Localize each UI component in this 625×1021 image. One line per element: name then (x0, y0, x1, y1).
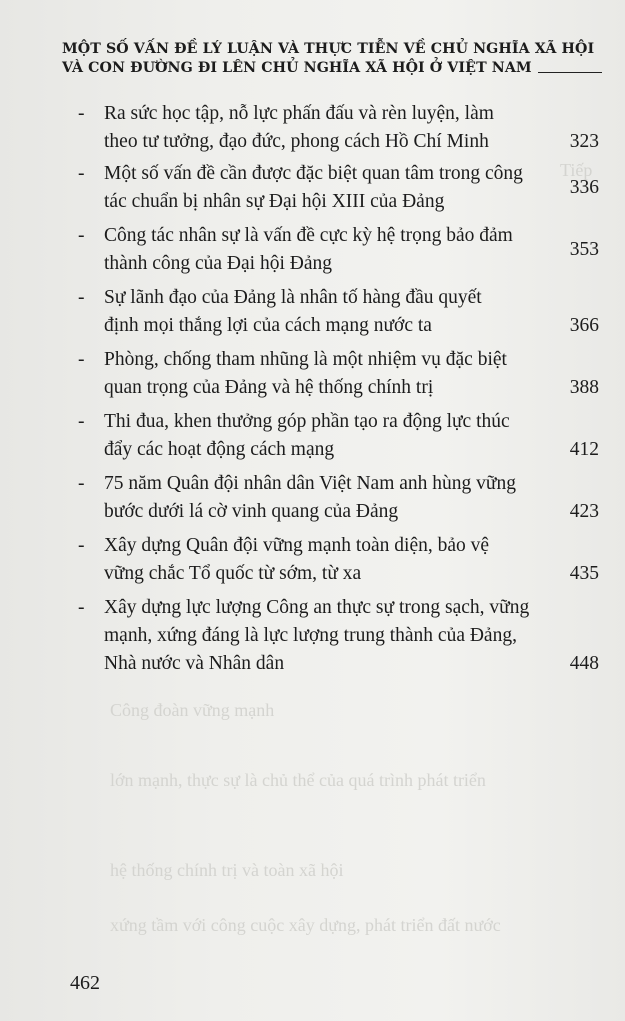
entry-line: đẩy các hoạt động cách mạng (104, 439, 335, 460)
entry-line: Phòng, chống tham nhũng là một nhiệm vụ đặc biệt (104, 349, 507, 370)
entry-dash: - (78, 225, 85, 246)
entry-line: Ra sức học tập, nỗ lực phấn đấu và rèn luyện, làm (104, 103, 494, 124)
show-through-text: xứng tầm với công cuộc xây dựng, phát triển đất nước (110, 915, 501, 935)
entry-title (104, 160, 543, 216)
toc-entry (78, 100, 603, 156)
entry-line: vững chắc Tổ quốc từ sớm, từ xa (104, 563, 362, 584)
entry-line: theo tư tưởng, đạo đức, phong cách Hồ Chí Minh (104, 131, 489, 152)
entry-title (104, 222, 543, 278)
entry-line: Một số vấn đề cần được đặc biệt quan tâm trong công (104, 163, 523, 184)
toc-entry (78, 470, 603, 526)
table-of-contents (78, 100, 603, 684)
entry-line: 75 năm Quân đội nhân dân Việt Nam anh hùng vững (104, 473, 516, 494)
entry-dash: - (78, 473, 85, 494)
entry-dash: - (78, 597, 85, 618)
entry-page-number: 353 (569, 239, 599, 260)
show-through-text: hệ thống chính trị và toàn xã hội (110, 860, 344, 880)
entry-line: thành công của Đại hội Đảng (104, 253, 332, 274)
entry-title (104, 532, 543, 588)
show-through-text: Công đoàn vững mạnh (110, 700, 275, 720)
running-header-line-1: MỘT SỐ VẤN ĐỀ LÝ LUẬN VÀ THỰC TIỄN VỀ CHỦ NGHĨA XÃ HỘI (62, 41, 595, 57)
running-header (62, 40, 602, 78)
show-through-text: Tiếp (560, 160, 593, 180)
entry-page-number: 448 (569, 653, 599, 674)
entry-line: Xây dựng lực lượng Công an thực sự trong sạch, vững (104, 597, 530, 618)
entry-dash: - (78, 287, 85, 308)
toc-entry (78, 160, 603, 216)
entry-line: bước dưới lá cờ vinh quang của Đảng (104, 501, 399, 522)
running-header-line-2: VÀ CON ĐƯỜNG ĐI LÊN CHỦ NGHĨA XÃ HỘI Ở VIỆT NAM (62, 60, 532, 76)
entry-page-number: 412 (569, 439, 599, 460)
entry-title (104, 470, 543, 526)
entry-dash: - (78, 163, 85, 184)
entry-dash: - (78, 411, 85, 432)
entry-page-number: 323 (569, 131, 599, 152)
entry-line: Nhà nước và Nhân dân (104, 653, 285, 674)
entry-title (104, 408, 543, 464)
entry-page-number: 366 (569, 315, 599, 336)
entry-line: mạnh, xứng đáng là lực lượng trung thành của Đảng, (104, 625, 517, 646)
entry-page-number: 336 (569, 177, 599, 198)
entry-line: Xây dựng Quân đội vững mạnh toàn diện, bảo vệ (104, 535, 490, 556)
entry-line: tác chuẩn bị nhân sự Đại hội XIII của Đảng (104, 191, 445, 212)
entry-line: Công tác nhân sự là vấn đề cực kỳ hệ trọng bảo đảm (104, 225, 513, 246)
header-rule (538, 72, 602, 73)
entry-title (104, 284, 543, 340)
entry-line: quan trọng của Đảng và hệ thống chính trị (104, 377, 434, 398)
toc-entry (78, 346, 603, 402)
entry-dash: - (78, 349, 85, 370)
entry-dash: - (78, 103, 85, 124)
entry-dash: - (78, 535, 85, 556)
entry-page-number: 423 (569, 501, 599, 522)
entry-line: định mọi thắng lợi của cách mạng nước ta (104, 315, 432, 336)
entry-line: Thi đua, khen thưởng góp phần tạo ra động lực thúc (104, 411, 510, 432)
toc-entry (78, 532, 603, 588)
entry-title (104, 594, 543, 678)
show-through-text: lớn mạnh, thực sự là chủ thể của quá trình phát triển (110, 770, 486, 790)
toc-entry (78, 222, 603, 278)
toc-entry (78, 594, 603, 678)
entry-title (104, 100, 543, 156)
toc-entry (78, 408, 603, 464)
entry-page-number: 388 (569, 377, 599, 398)
page-number: 462 (70, 972, 100, 994)
entry-page-number: 435 (569, 563, 599, 584)
entry-title (104, 346, 543, 402)
toc-entry (78, 284, 603, 340)
entry-line: Sự lãnh đạo của Đảng là nhân tố hàng đầu quyết (104, 287, 482, 308)
